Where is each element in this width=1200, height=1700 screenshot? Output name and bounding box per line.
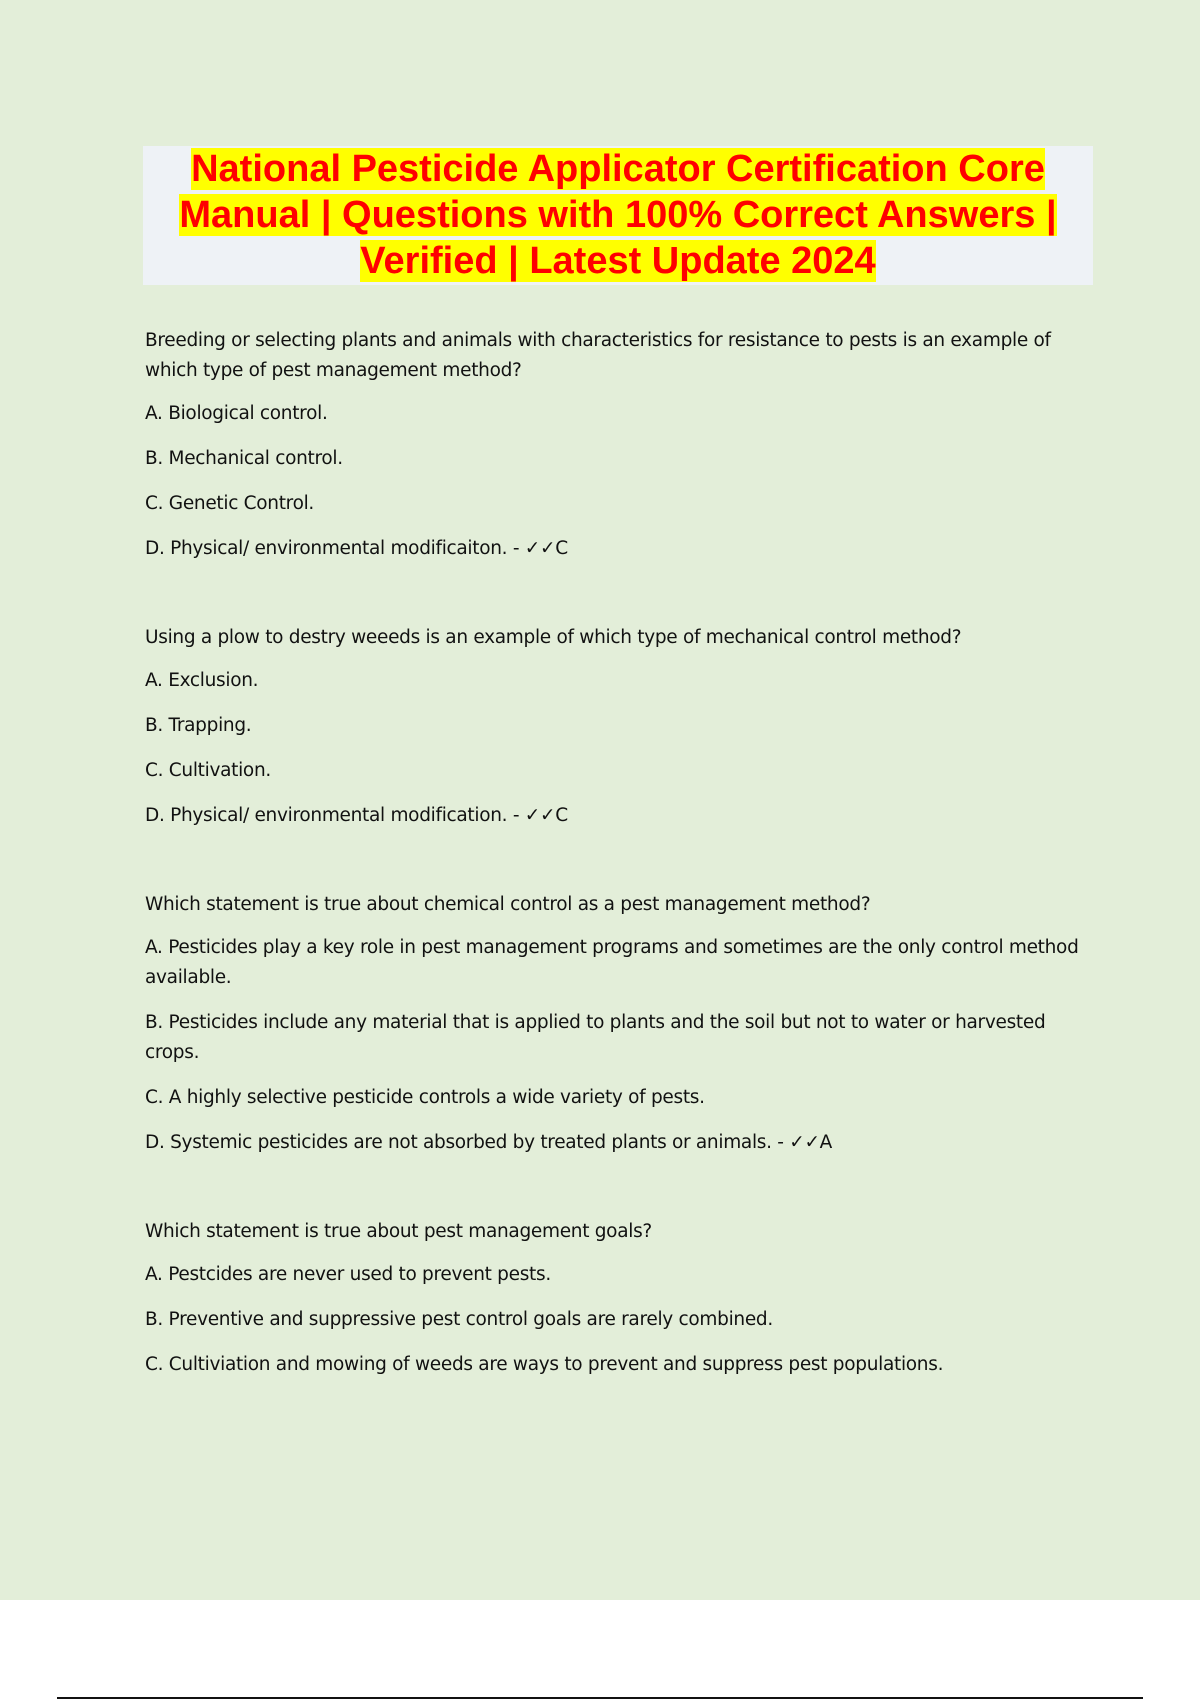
question-block-2 [145,623,1085,831]
option-c: C. Cultiviation and mowing of weeds are ways to prevent and suppress pest populations. [145,1354,944,1375]
option-b: B. Pesticides include any material that is applied to plants and the soil but not to water or harvested crops. [145,1012,1046,1063]
option-b: B. Mechanical control. [145,448,343,469]
document-title [143,146,1093,285]
option-a: A. Biological control. [145,403,328,424]
title-line-3: Verified | Latest Update 2024 [360,240,876,282]
option-c: C. A highly selective pesticide controls a wide variety of pests. [145,1087,705,1108]
question-text: Which statement is true about chemical control as a pest management method? [145,894,871,915]
question-text: Breeding or selecting plants and animals with characteristics for resistance to pests is an example of which type of pest management method? [145,330,1051,381]
option-a: A. Exclusion. [145,670,259,691]
question-block-3 [145,890,1085,1158]
footer-divider [57,1697,1143,1699]
option-d: D. Physical/ environmental modification. - ✓✓C [145,805,568,826]
question-list [145,326,1085,1439]
question-text: Using a plow to destry weeeds is an example of which type of mechanical control method? [145,627,962,648]
option-c: C. Genetic Control. [145,493,315,514]
option-d: D. Physical/ environmental modificaiton. - ✓✓C [145,538,568,559]
option-b: B. Preventive and suppressive pest control goals are rarely combined. [145,1309,773,1330]
option-a: A. Pesticides play a key role in pest management programs and sometimes are the only control method available. [145,937,1079,988]
option-c: C. Cultivation. [145,760,271,781]
question-block-1 [145,326,1085,564]
question-block-4 [145,1217,1085,1380]
option-b: B. Trapping. [145,715,252,736]
option-d: D. Systemic pesticides are not absorbed by treated plants or animals. - ✓✓A [145,1132,833,1153]
option-a: A. Pestcides are never used to prevent pests. [145,1264,551,1285]
title-line-1: National Pesticide Applicator Certification Core [191,148,1045,190]
question-text: Which statement is true about pest management goals? [145,1221,652,1242]
title-line-2: Manual | Questions with 100% Correct Answers | [179,194,1057,236]
